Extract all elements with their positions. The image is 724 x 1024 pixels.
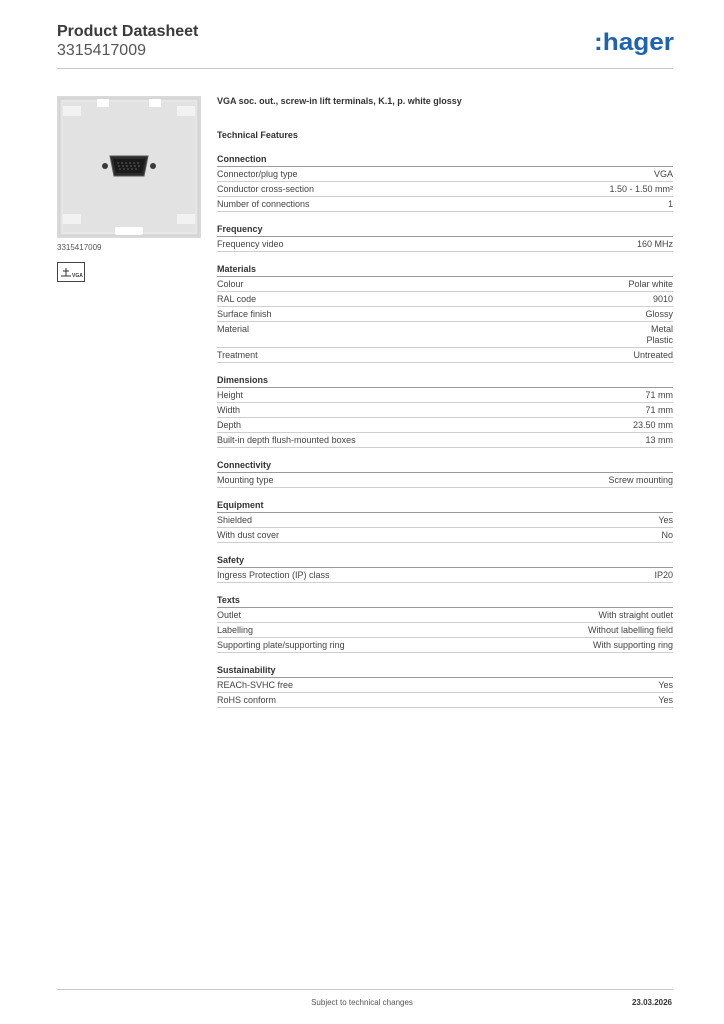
spec-label: Treatment <box>217 350 258 360</box>
spec-label: Connector/plug type <box>217 169 298 179</box>
spec-label: RAL code <box>217 294 257 304</box>
spec-label: Ingress Protection (IP) class <box>217 570 330 580</box>
hager-logo <box>594 28 674 58</box>
symbol-label: VGA <box>72 273 83 279</box>
spec-value <box>637 239 673 250</box>
spec-label: Mounting type <box>217 475 274 485</box>
section-title: Frequency <box>217 222 673 237</box>
section-title: Equipment <box>217 498 673 513</box>
spec-value <box>653 294 673 305</box>
spec-section <box>217 222 673 252</box>
spec-label: Outlet <box>217 610 242 620</box>
spec-value-line: 160 MHz <box>636 239 673 249</box>
spec-value-line: 1.50 - 1.50 mm² <box>609 184 673 194</box>
spec-value-line: 1 <box>667 199 673 209</box>
spec-value-line: Metal <box>650 324 673 334</box>
spec-sections <box>217 152 673 708</box>
section-title: Dimensions <box>217 373 673 388</box>
spec-value <box>598 610 673 621</box>
spec-label: Number of connections <box>217 199 310 209</box>
spec-value-line: Yes <box>658 695 673 705</box>
page-title: Product Datasheet <box>57 23 199 40</box>
spec-value-line: Glossy <box>645 309 673 319</box>
spec-value-line: 71 mm <box>645 405 673 415</box>
spec-label: Material <box>217 324 250 334</box>
spec-row <box>217 418 673 433</box>
spec-value-line: Yes <box>658 680 673 690</box>
logo-text: :hager <box>594 29 674 56</box>
spec-label: Colour <box>217 279 244 289</box>
spec-value-line: With supporting ring <box>592 640 673 650</box>
spec-section <box>217 152 673 212</box>
spec-value <box>661 530 673 541</box>
spec-value-line: Plastic <box>646 335 673 345</box>
spec-value <box>633 350 673 361</box>
spec-value <box>646 324 673 346</box>
spec-row <box>217 182 673 197</box>
spec-row <box>217 237 673 252</box>
spec-section <box>217 663 673 708</box>
spec-value-line: Polar white <box>628 279 673 289</box>
spec-value-line: VGA <box>653 169 673 179</box>
spec-label: Labelling <box>217 625 254 635</box>
section-title: Safety <box>217 553 673 568</box>
spec-value <box>658 680 673 691</box>
footer-divider <box>57 989 673 990</box>
spec-value-line: Yes <box>658 515 673 525</box>
header-divider <box>57 68 673 69</box>
spec-value <box>588 625 673 636</box>
section-title: Sustainability <box>217 663 673 678</box>
spec-row <box>217 568 673 583</box>
spec-value-line: 9010 <box>652 294 673 304</box>
page-header <box>57 22 198 60</box>
spec-value <box>593 640 673 651</box>
spec-value <box>645 435 673 446</box>
technical-features-heading: Technical Features <box>217 130 298 140</box>
spec-section <box>217 498 673 543</box>
section-title: Connectivity <box>217 458 673 473</box>
spec-value <box>658 695 673 706</box>
section-title: Texts <box>217 593 673 608</box>
spec-label: Surface finish <box>217 309 272 319</box>
spec-value <box>645 390 673 401</box>
spec-row <box>217 513 673 528</box>
section-title: Materials <box>217 262 673 277</box>
spec-value-line: Without labelling field <box>587 625 673 635</box>
spec-value <box>654 169 673 180</box>
spec-label: Supporting plate/supporting ring <box>217 640 345 650</box>
vga-symbol-icon <box>57 262 85 282</box>
spec-row <box>217 292 673 307</box>
spec-label: RoHS conform <box>217 695 277 705</box>
spec-row <box>217 348 673 363</box>
product-description: VGA soc. out., screw-in lift terminals, K.1, p. white glossy <box>217 96 462 106</box>
spec-label: Frequency video <box>217 239 284 249</box>
spec-row <box>217 473 673 488</box>
spec-value <box>609 184 673 195</box>
footer-note: Subject to technical changes <box>311 998 413 1007</box>
spec-section <box>217 262 673 363</box>
spec-row <box>217 678 673 693</box>
spec-section <box>217 458 673 488</box>
spec-label: Width <box>217 405 241 415</box>
product-image <box>57 96 201 238</box>
spec-label: Conductor cross-section <box>217 184 315 194</box>
spec-row <box>217 197 673 212</box>
spec-label: With dust cover <box>217 530 280 540</box>
image-caption: 3315417009 <box>57 243 102 252</box>
spec-row <box>217 638 673 653</box>
spec-row <box>217 433 673 448</box>
spec-row <box>217 693 673 708</box>
spec-value <box>645 405 673 416</box>
spec-row <box>217 277 673 292</box>
product-code: 3315417009 <box>57 42 146 59</box>
main-content <box>217 96 673 718</box>
spec-row <box>217 388 673 403</box>
spec-label: Depth <box>217 420 242 430</box>
spec-value <box>658 515 673 526</box>
spec-row <box>217 403 673 418</box>
spec-section <box>217 553 673 583</box>
spec-label: REACh-SVHC free <box>217 680 294 690</box>
spec-value-line: 71 mm <box>645 390 673 400</box>
spec-row <box>217 167 673 182</box>
spec-value-line: IP20 <box>654 570 673 580</box>
spec-value-line: Untreated <box>633 350 673 360</box>
spec-value-line: Screw mounting <box>608 475 673 485</box>
spec-value <box>668 199 673 210</box>
spec-row <box>217 307 673 322</box>
spec-value-line: With straight outlet <box>598 610 673 620</box>
spec-label: Shielded <box>217 515 253 525</box>
spec-label: Built-in depth flush-mounted boxes <box>217 435 356 445</box>
spec-row <box>217 623 673 638</box>
spec-row <box>217 528 673 543</box>
section-title: Connection <box>217 152 673 167</box>
spec-label: Height <box>217 390 244 400</box>
footer-date: 23.03.2026 <box>631 998 672 1007</box>
spec-value-line: 23.50 mm <box>632 420 673 430</box>
spec-row <box>217 322 673 348</box>
spec-section <box>217 593 673 653</box>
spec-value-line: 13 mm <box>645 435 673 445</box>
spec-section <box>217 373 673 448</box>
spec-value <box>633 420 673 431</box>
spec-value <box>628 279 673 290</box>
spec-value <box>645 309 673 320</box>
spec-value <box>654 570 673 581</box>
spec-value-line: No <box>661 530 673 540</box>
spec-row <box>217 608 673 623</box>
spec-value <box>608 475 673 486</box>
